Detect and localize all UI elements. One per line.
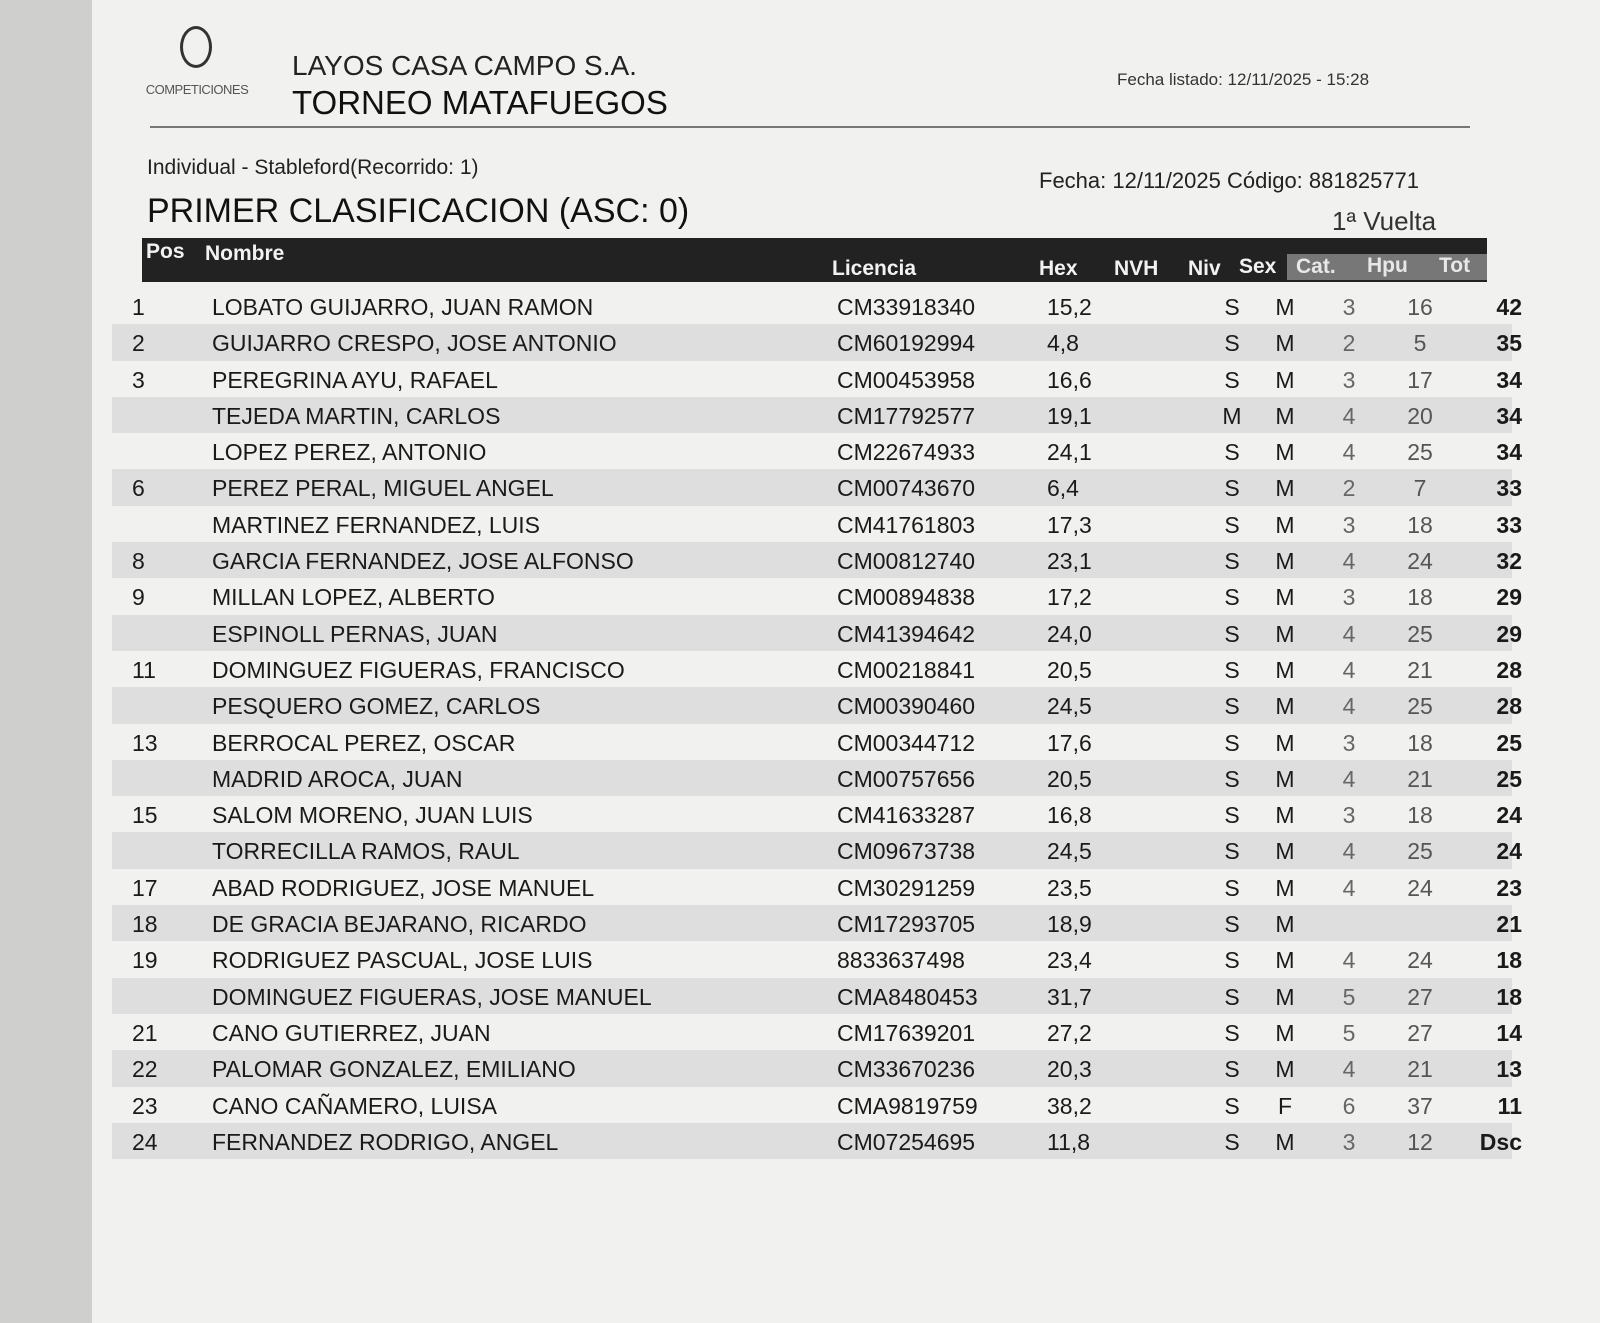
cell-sex: M [1275, 765, 1295, 792]
table-row [112, 469, 1522, 505]
cell-license: CMA9819759 [837, 1092, 978, 1119]
cell-hpu: 12 [1407, 1128, 1433, 1155]
cell-name: SALOM MORENO, JUAN LUIS [212, 802, 533, 829]
cell-license: CM00344712 [837, 729, 976, 756]
col-name: Nombre [205, 242, 285, 265]
col-tot: Tot [1439, 254, 1471, 277]
cell-pos: 9 [132, 584, 145, 611]
cell-hex: 27,2 [1047, 1019, 1092, 1046]
cell-cat: 4 [1342, 402, 1356, 429]
cell-cat: 2 [1342, 475, 1356, 502]
cell-niv: S [1224, 330, 1240, 357]
cell-sex: M [1275, 693, 1295, 720]
cell-niv: S [1224, 366, 1240, 393]
cell-sex: M [1275, 620, 1295, 647]
cell-niv: S [1224, 548, 1240, 575]
cell-hex: 23,5 [1047, 874, 1092, 901]
header-divider [150, 126, 1470, 128]
cell-niv: S [1224, 475, 1240, 502]
cell-cat: 4 [1342, 874, 1356, 901]
cell-name: MADRID AROCA, JUAN [212, 765, 463, 792]
cell-license: CM00390460 [837, 693, 976, 720]
table-row [112, 978, 1522, 1014]
cell-hex: 15,2 [1047, 294, 1092, 320]
cell-niv: S [1224, 838, 1240, 865]
cell-tot: 33 [1496, 511, 1522, 538]
table-row [112, 1123, 1522, 1159]
cell-hpu: 16 [1407, 294, 1433, 320]
cell-license: CM00453958 [837, 366, 976, 393]
cell-hpu: 24 [1407, 874, 1433, 901]
cell-cat: 4 [1342, 947, 1356, 974]
cell-hex: 23,1 [1047, 548, 1092, 575]
table-row [112, 1087, 1522, 1123]
cell-cat: 3 [1342, 729, 1356, 756]
cell-pos: 13 [132, 729, 158, 756]
cell-name: DOMINGUEZ FIGUERAS, FRANCISCO [212, 656, 625, 683]
cell-hex: 38,2 [1047, 1092, 1092, 1119]
cell-tot: 25 [1496, 765, 1522, 792]
cell-cat: 4 [1342, 838, 1356, 865]
cell-hpu: 25 [1407, 838, 1433, 865]
cell-name: CANO GUTIERREZ, JUAN [212, 1019, 491, 1046]
cell-name: RODRIGUEZ PASCUAL, JOSE LUIS [212, 947, 593, 974]
cell-sex: M [1275, 983, 1295, 1010]
cell-hpu: 24 [1407, 548, 1433, 575]
cell-hpu: 21 [1407, 765, 1433, 792]
cell-tot: 42 [1496, 294, 1522, 320]
table-row [112, 578, 1522, 614]
table-row [112, 324, 1522, 360]
cell-cat: 3 [1342, 1128, 1356, 1155]
cell-tot: 29 [1496, 584, 1522, 611]
cell-tot: 14 [1496, 1019, 1522, 1046]
cell-niv: S [1224, 1092, 1240, 1119]
document-sheet [92, 0, 1600, 1323]
cell-pos: 6 [132, 475, 145, 502]
cell-name: TORRECILLA RAMOS, RAUL [212, 838, 520, 865]
cell-cat: 4 [1342, 548, 1356, 575]
cell-hex: 17,2 [1047, 584, 1092, 611]
cell-sex: M [1275, 1056, 1295, 1083]
cell-tot: 28 [1496, 656, 1522, 683]
cell-license: CM00743670 [837, 475, 976, 502]
table-header [142, 238, 1487, 282]
cell-tot: 35 [1496, 330, 1522, 357]
table-row [112, 397, 1522, 433]
cell-license: CM41633287 [837, 802, 976, 829]
cell-hex: 16,8 [1047, 802, 1092, 829]
competiciones-logo [142, 22, 252, 117]
cell-cat: 4 [1342, 693, 1356, 720]
cell-hpu: 18 [1407, 729, 1433, 756]
table-row [112, 869, 1522, 905]
cell-sex: M [1275, 1019, 1295, 1046]
cell-license: CM00812740 [837, 548, 976, 575]
cell-niv: S [1224, 947, 1240, 974]
cell-niv: S [1224, 584, 1240, 611]
cell-cat: 3 [1342, 584, 1356, 611]
cell-tot: Dsc [1479, 1128, 1522, 1155]
cell-tot: 24 [1496, 802, 1522, 829]
cell-niv: S [1224, 802, 1240, 829]
col-nvh: NVH [1114, 257, 1159, 280]
cell-niv: S [1224, 729, 1240, 756]
cell-niv: S [1224, 1056, 1240, 1083]
cell-pos: 21 [132, 1019, 158, 1046]
date-code: Fecha: 12/11/2025 Código: 881825771 [1039, 168, 1420, 193]
col-cat: Cat. [1296, 255, 1336, 278]
col-hex: Hex [1039, 257, 1078, 280]
cell-pos: 22 [132, 1056, 158, 1083]
cell-tot: 25 [1496, 729, 1522, 756]
cell-tot: 34 [1496, 402, 1522, 429]
cell-name: ABAD RODRIGUEZ, JOSE MANUEL [212, 874, 595, 901]
cell-niv: S [1224, 656, 1240, 683]
cell-tot: 21 [1496, 911, 1522, 938]
cell-niv: S [1224, 511, 1240, 538]
cell-niv: S [1224, 911, 1240, 938]
cell-tot: 18 [1496, 947, 1522, 974]
cell-name: GUIJARRO CRESPO, JOSE ANTONIO [212, 330, 617, 357]
cell-hex: 19,1 [1047, 402, 1092, 429]
cell-cat: 3 [1342, 294, 1356, 320]
table-row [112, 433, 1522, 469]
cell-sex: M [1275, 1128, 1295, 1155]
cell-license: 8833637498 [837, 947, 965, 974]
cell-name: LOPEZ PEREZ, ANTONIO [212, 439, 487, 466]
cell-license: CM33918340 [837, 294, 976, 320]
classification-title: PRIMER CLASIFICACION (ASC: 0) [147, 192, 690, 230]
cell-sex: M [1275, 584, 1295, 611]
table-row [112, 361, 1522, 397]
table-row [112, 542, 1522, 578]
cell-name: DE GRACIA BEJARANO, RICARDO [212, 911, 587, 938]
cell-hpu: 5 [1413, 330, 1427, 357]
cell-niv: M [1222, 402, 1242, 429]
cell-pos: 2 [132, 330, 145, 357]
cell-hpu: 18 [1407, 584, 1433, 611]
cell-license: CM17792577 [837, 402, 976, 429]
col-pos: Pos [146, 240, 185, 263]
cell-hex: 6,4 [1047, 475, 1079, 502]
cell-hex: 24,0 [1047, 620, 1092, 647]
cell-hpu: 7 [1413, 475, 1427, 502]
cell-niv: S [1224, 1128, 1240, 1155]
cell-name: MILLAN LOPEZ, ALBERTO [212, 584, 495, 611]
cell-name: CANO CAÑAMERO, LUISA [212, 1092, 497, 1119]
cell-hpu: 17 [1407, 366, 1433, 393]
cell-hpu: 18 [1407, 802, 1433, 829]
cell-cat: 4 [1342, 620, 1356, 647]
cell-pos: 17 [132, 874, 158, 901]
table-row [112, 288, 1522, 324]
cell-sex: M [1275, 548, 1295, 575]
cell-name: LOBATO GUIJARRO, JUAN RAMON [212, 294, 594, 320]
cell-license: CM09673738 [837, 838, 976, 865]
col-license: Licencia [832, 257, 917, 280]
cell-license: CMA8480453 [837, 983, 978, 1010]
cell-pos: 11 [132, 656, 156, 683]
cell-cat: 5 [1342, 983, 1356, 1010]
cell-hex: 31,7 [1047, 983, 1092, 1010]
cell-niv: S [1224, 294, 1240, 320]
cell-license: CM00757656 [837, 765, 976, 792]
cell-tot: 34 [1496, 366, 1522, 393]
table-row [112, 941, 1522, 977]
cell-hpu: 25 [1407, 693, 1433, 720]
cell-pos: 1 [132, 294, 145, 320]
cell-pos: 19 [132, 947, 158, 974]
cell-niv: S [1224, 693, 1240, 720]
cell-hpu: 18 [1407, 511, 1433, 538]
cell-tot: 24 [1496, 838, 1522, 865]
cell-niv: S [1224, 1019, 1240, 1046]
cell-cat: 4 [1342, 656, 1356, 683]
cell-hpu: 21 [1407, 656, 1433, 683]
cell-license: CM33670236 [837, 1056, 976, 1083]
cell-hex: 23,4 [1047, 947, 1092, 974]
table-row [112, 615, 1522, 651]
cell-license: CM60192994 [837, 330, 976, 357]
table-row [112, 1050, 1522, 1086]
cell-tot: 28 [1496, 693, 1522, 720]
cell-hex: 18,9 [1047, 911, 1092, 938]
cell-tot: 23 [1496, 874, 1522, 901]
table-row [112, 506, 1522, 542]
cell-sex: M [1275, 294, 1295, 320]
cell-hpu: 21 [1407, 1056, 1433, 1083]
cell-name: PEREZ PERAL, MIGUEL ANGEL [212, 475, 554, 502]
cell-pos: 15 [132, 802, 158, 829]
table-row [112, 724, 1522, 760]
cell-name: TEJEDA MARTIN, CARLOS [212, 402, 501, 429]
cell-sex: M [1275, 802, 1295, 829]
cell-sex: M [1275, 366, 1295, 393]
cell-niv: S [1224, 620, 1240, 647]
table-row [112, 796, 1522, 832]
cell-tot: 13 [1496, 1056, 1522, 1083]
table-row [112, 687, 1522, 723]
cell-tot: 33 [1496, 475, 1522, 502]
cell-hex: 24,1 [1047, 439, 1092, 466]
cell-cat: 6 [1342, 1092, 1356, 1119]
cell-hex: 24,5 [1047, 693, 1092, 720]
cell-license: CM00894838 [837, 584, 976, 611]
table-row [112, 905, 1522, 941]
cell-pos: 18 [132, 911, 158, 938]
list-date: Fecha listado: 12/11/2025 - 15:28 [1117, 70, 1370, 89]
cell-cat: 3 [1342, 366, 1356, 393]
table-row [112, 1014, 1522, 1050]
cell-sex: M [1275, 439, 1295, 466]
cell-sex: M [1275, 475, 1295, 502]
cell-name: GARCIA FERNANDEZ, JOSE ALFONSO [212, 548, 634, 575]
cell-hpu: 24 [1407, 947, 1433, 974]
cell-sex: M [1275, 656, 1295, 683]
cell-hpu: 20 [1407, 402, 1433, 429]
cell-hpu: 25 [1407, 439, 1433, 466]
cell-cat: 5 [1342, 1019, 1356, 1046]
cell-niv: S [1224, 439, 1240, 466]
cell-cat: 4 [1342, 1056, 1356, 1083]
cell-niv: S [1224, 765, 1240, 792]
cell-tot: 32 [1496, 548, 1522, 575]
cell-name: PESQUERO GOMEZ, CARLOS [212, 693, 541, 720]
cell-name: ESPINOLL PERNAS, JUAN [212, 620, 498, 647]
logo-ring-icon [180, 26, 212, 68]
cell-hex: 16,6 [1047, 366, 1092, 393]
cell-tot: 34 [1496, 439, 1522, 466]
cell-sex: M [1275, 402, 1295, 429]
cell-sex: M [1275, 874, 1295, 901]
cell-hex: 20,5 [1047, 765, 1092, 792]
cell-cat: 3 [1342, 511, 1356, 538]
cell-name: PALOMAR GONZALEZ, EMILIANO [212, 1056, 576, 1083]
cell-tot: 29 [1496, 620, 1522, 647]
col-sex: Sex [1239, 255, 1277, 278]
cell-name: DOMINGUEZ FIGUERAS, JOSE MANUEL [212, 983, 652, 1010]
cell-hex: 11,8 [1047, 1128, 1091, 1155]
cell-name: BERROCAL PEREZ, OSCAR [212, 729, 516, 756]
logo-text: COMPETICIONES [145, 82, 249, 97]
cell-license: CM22674933 [837, 439, 976, 466]
cell-hpu: 37 [1407, 1092, 1433, 1119]
cell-cat: 4 [1342, 439, 1356, 466]
cell-tot: 18 [1496, 983, 1522, 1010]
col-niv: Niv [1188, 257, 1221, 280]
cell-hpu: 27 [1407, 1019, 1433, 1046]
cell-cat: 2 [1342, 330, 1356, 357]
cell-sex: M [1275, 947, 1295, 974]
cell-tot: 11 [1497, 1092, 1522, 1119]
cell-pos: 8 [132, 548, 145, 575]
cell-sex: M [1275, 330, 1295, 357]
cell-license: CM07254695 [837, 1128, 976, 1155]
cell-sex: F [1277, 1092, 1293, 1119]
cell-license: CM41394642 [837, 620, 976, 647]
cell-license: CM00218841 [837, 656, 976, 683]
cell-pos: 3 [132, 366, 145, 393]
cell-hex: 20,3 [1047, 1056, 1092, 1083]
cell-hpu: 27 [1407, 983, 1433, 1010]
tournament-name: TORNEO MATAFUEGOS [292, 84, 668, 121]
cell-name: PEREGRINA AYU, RAFAEL [212, 366, 498, 393]
table-row [112, 832, 1522, 868]
results-table [112, 288, 1522, 1159]
company-name: LAYOS CASA CAMPO S.A. [292, 50, 637, 81]
cell-pos: 24 [132, 1128, 158, 1155]
cell-hex: 4,8 [1047, 330, 1079, 357]
cell-hex: 20,5 [1047, 656, 1092, 683]
cell-cat: 4 [1342, 765, 1356, 792]
cell-cat: 3 [1342, 802, 1356, 829]
cell-sex: M [1275, 838, 1295, 865]
modality: Individual - Stableford(Recorrido: 1) [147, 156, 479, 179]
cell-hpu: 25 [1407, 620, 1433, 647]
table-row [112, 760, 1522, 796]
cell-name: FERNANDEZ RODRIGO, ANGEL [212, 1128, 559, 1155]
cell-sex: M [1275, 511, 1295, 538]
table-row [112, 651, 1522, 687]
col-hpu: Hpu [1367, 254, 1408, 277]
cell-license: CM17293705 [837, 911, 976, 938]
cell-pos: 23 [132, 1092, 158, 1119]
cell-license: CM41761803 [837, 511, 976, 538]
cell-hex: 24,5 [1047, 838, 1092, 865]
cell-license: CM30291259 [837, 874, 976, 901]
cell-niv: S [1224, 874, 1240, 901]
cell-hex: 17,6 [1047, 729, 1092, 756]
cell-license: CM17639201 [837, 1019, 976, 1046]
cell-sex: M [1275, 911, 1295, 938]
round-label: 1ª Vuelta [1332, 206, 1437, 236]
cell-hex: 17,3 [1047, 511, 1092, 538]
cell-sex: M [1275, 729, 1295, 756]
cell-niv: S [1224, 983, 1240, 1010]
cell-name: MARTINEZ FERNANDEZ, LUIS [212, 511, 540, 538]
